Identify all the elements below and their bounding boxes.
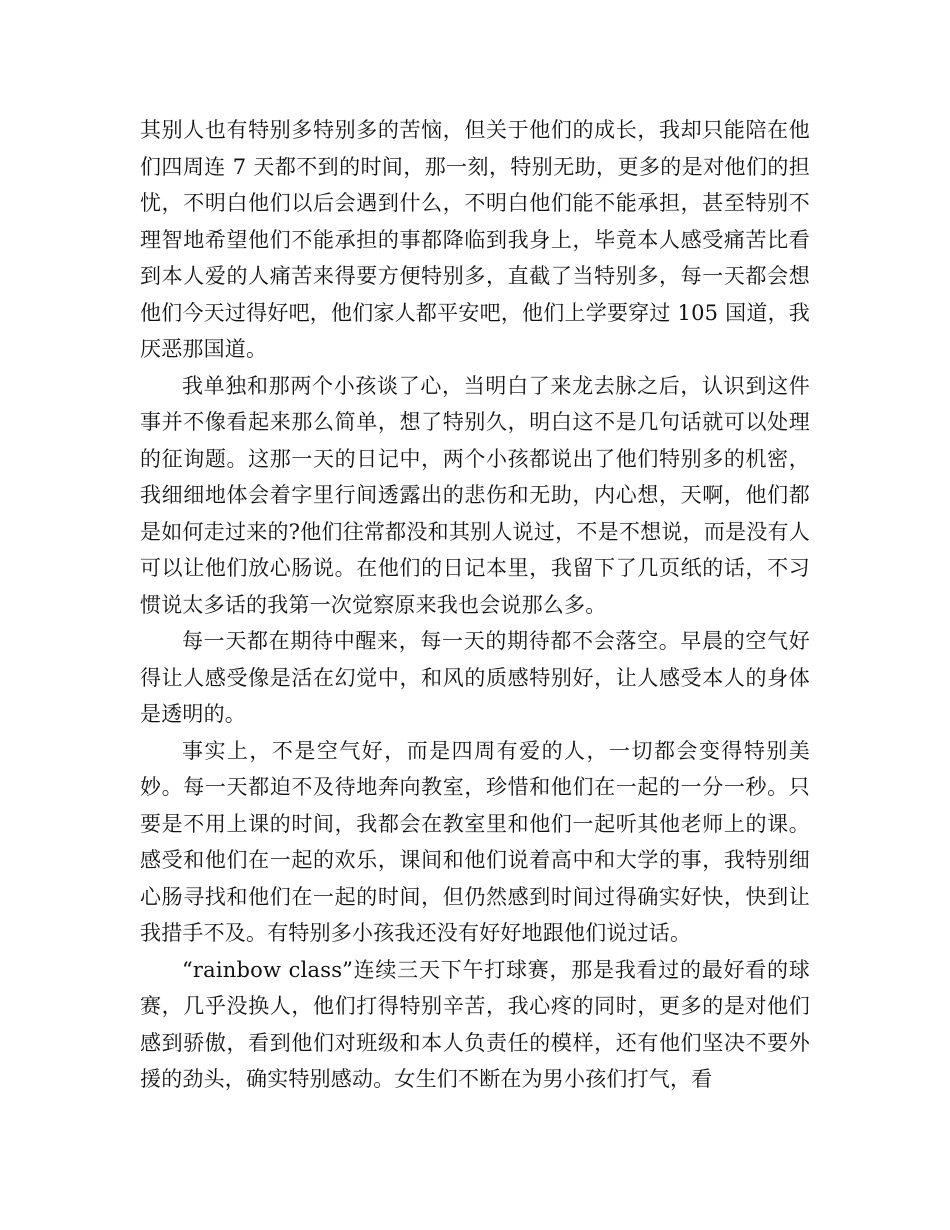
- paragraph-4: 事实上，不是空气好，而是四周有爱的人，一切都会变得特别美妙。每一天都迫不及待地奔向教室，珍惜和他们在一起的一分一秒。只要是不用上课的时间，我都会在教室里和他们一起听其他老师上的课。感受和他们在一起的欢乐，课间和他们说着高中和大学的事，我特别细心肠寻找和他们在一起的时间，但仍然感到时间过得确实好快，快到让我措手不及。有特别多小孩我还没有好好地跟他们说过话。: [140, 738, 810, 945]
- paragraph-3: 每一天都在期待中醒来，每一天的期待都不会落空。早晨的空气好得让人感受像是活在幻觉中，和风的质感特别好，让人感受本人的身体是透明的。: [140, 629, 810, 726]
- document-page: [140, 112, 810, 1098]
- paragraph-1: 其别人也有特别多特别多的苦恼，但关于他们的成长，我却只能陪在他们四周连 7 天都不到的时间，那一刻，特别无助，更多的是对他们的担忧，不明白他们以后会遇到什么，不明白他们能不能承担，甚至特别不理智地希望他们不能承担的事都降临到我身上，毕竟本人感受痛苦比看到本人爱的人痛苦来得要方便特别多，直截了当特别多，每一天都会想他们今天过得好吧，他们家人都平安吧，他们上学要穿过 105 国道，我厌恶那国道。: [140, 118, 810, 361]
- paragraph-2: 我单独和那两个小孩谈了心，当明白了来龙去脉之后，认识到这件事并不像看起来那么简单，想了特别久，明白这不是几句话就可以处理的征询题。这那一天的日记中，两个小孩都说出了他们特别多的机密，我细细地体会着字里行间透露出的悲伤和无助，内心想，天啊，他们都是如何走过来的?他们往常都没和其别人说过，不是不想说，而是没有人可以让他们放心肠说。在他们的日记本里，我留下了几页纸的话，不习惯说太多话的我第一次觉察原来我也会说那么多。: [140, 373, 810, 617]
- paragraph-5: “rainbow class”连续三天下午打球赛，那是我看过的最好看的球赛，几乎没换人，他们打得特别辛苦，我心疼的同时，更多的是对他们感到骄傲，看到他们对班级和本人负责任的模样，还有他们坚决不要外援的劲头，确实特别感动。女生们不断在为男小孩们打气，看: [140, 957, 810, 1091]
